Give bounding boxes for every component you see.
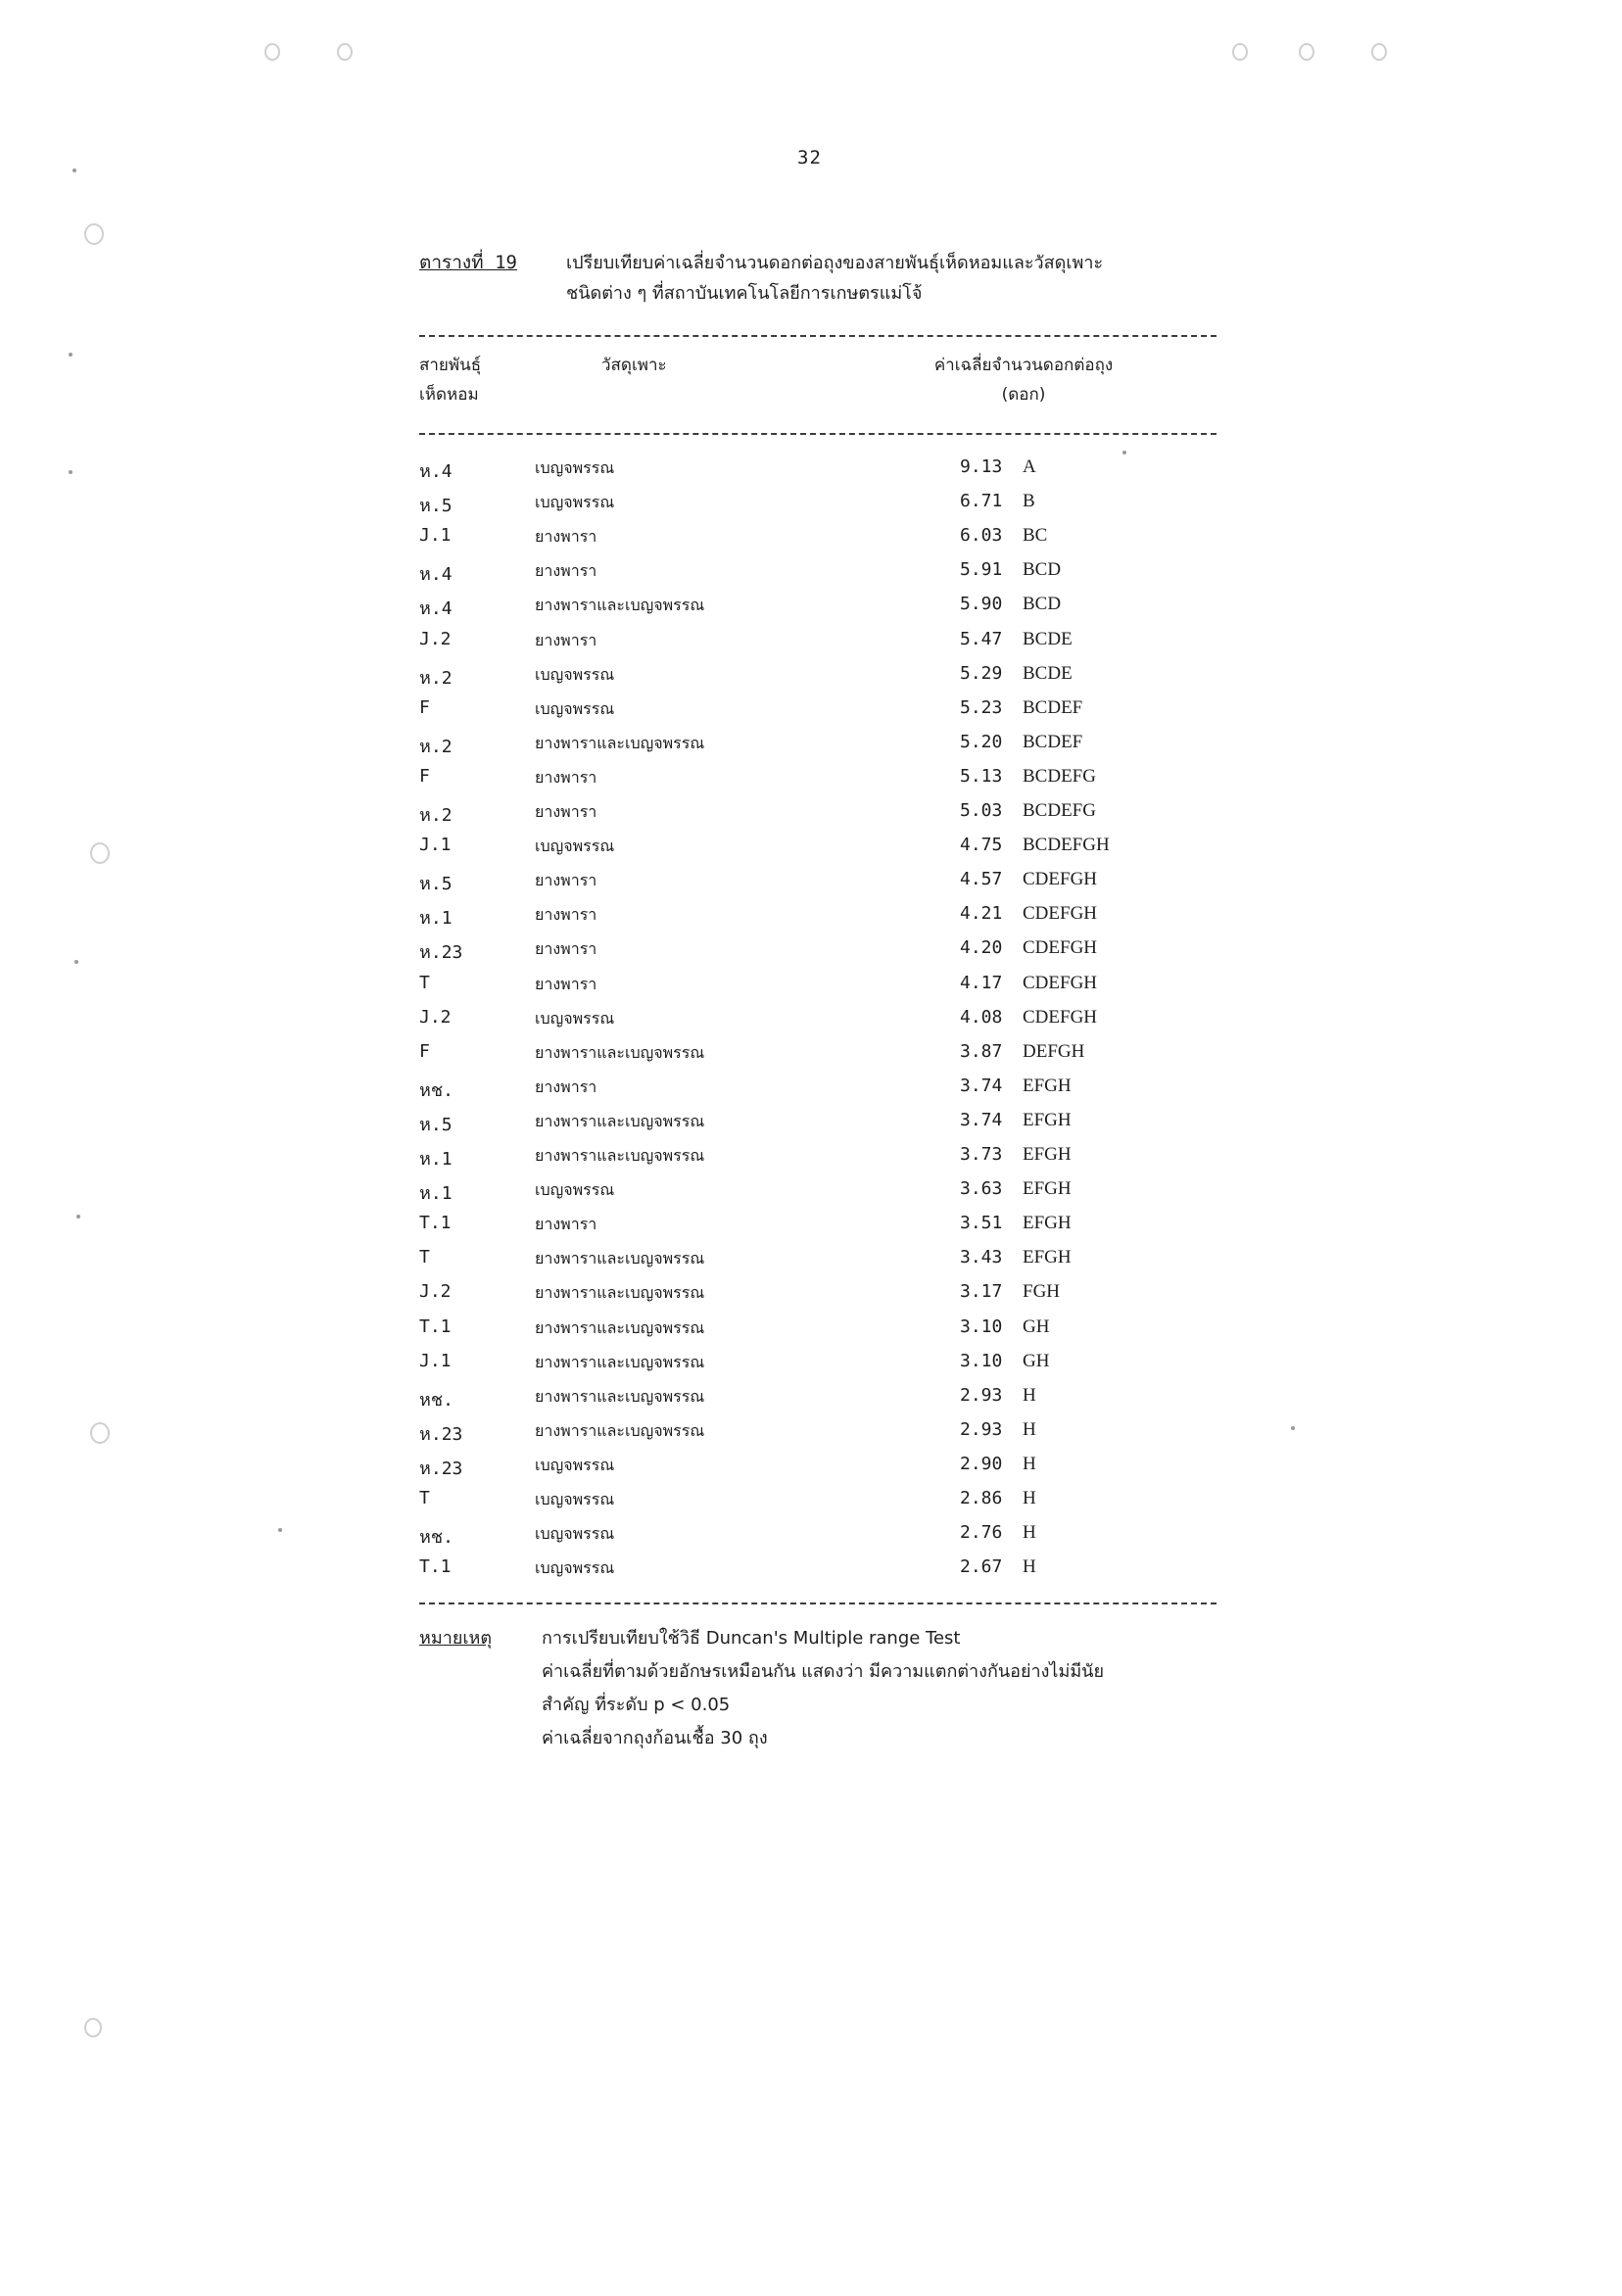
table-row <box>419 732 1216 766</box>
mean-cell: 5.47 <box>960 629 1003 649</box>
strain-cell: J.2 <box>419 629 452 649</box>
strain-cell: ห.1 <box>419 1183 453 1204</box>
scan-speck <box>278 1528 282 1532</box>
strain-cell: หช. <box>419 1390 453 1411</box>
mean-cell: 5.90 <box>960 594 1003 614</box>
material-cell: เบญจพรรณ <box>535 1009 615 1028</box>
strain-cell: ห.1 <box>419 1149 453 1170</box>
mean-cell: 3.73 <box>960 1144 1003 1165</box>
strain-cell: ห.1 <box>419 908 453 929</box>
mean-cell: 4.57 <box>960 869 1003 889</box>
table-row <box>419 1110 1216 1144</box>
group-cell: H <box>1023 1454 1036 1474</box>
table-bottom-rule <box>419 1602 1216 1604</box>
header-bottom-rule <box>419 433 1216 435</box>
strain-cell: J.1 <box>419 1351 452 1371</box>
material-cell: ยางพาราและเบญจพรรณ <box>535 596 705 614</box>
table-row <box>419 1041 1216 1076</box>
strain-cell: ห.2 <box>419 737 453 757</box>
note-line: การเปรียบเทียบใช้วิธี Duncan's Multiple range Test <box>542 1628 961 1649</box>
mean-cell: 5.23 <box>960 697 1003 718</box>
strain-cell: J.2 <box>419 1281 452 1302</box>
mean-cell: 5.03 <box>960 800 1003 821</box>
mean-cell: 6.71 <box>960 491 1003 511</box>
material-cell: เบญจพรรณ <box>535 1180 615 1199</box>
group-cell: H <box>1023 1419 1036 1440</box>
table-row <box>419 559 1216 594</box>
table-row <box>419 1522 1216 1556</box>
strain-cell: ห.4 <box>419 598 453 619</box>
material-cell: ยางพาราและเบญจพรรณ <box>535 1283 705 1302</box>
group-cell: DEFGH <box>1023 1041 1085 1062</box>
mean-cell: 4.20 <box>960 937 1003 958</box>
scan-speck <box>74 960 78 964</box>
material-cell: ยางพารา <box>535 802 597 821</box>
scan-speck <box>72 168 76 172</box>
strain-cell: ห.2 <box>419 668 453 689</box>
group-cell: CDEFGH <box>1023 1007 1098 1028</box>
material-cell: เบญจพรรณ <box>535 699 615 718</box>
table-row <box>419 1213 1216 1247</box>
strain-cell: หช. <box>419 1080 453 1101</box>
table-row <box>419 1556 1216 1591</box>
group-cell: EFGH <box>1023 1110 1072 1130</box>
mean-cell: 4.21 <box>960 903 1003 924</box>
material-cell: เบญจพรรณ <box>535 1490 615 1508</box>
table-row <box>419 525 1216 559</box>
material-cell: ยางพาราและเบญจพรรณ <box>535 1387 705 1406</box>
punch-hole-mark <box>264 43 280 61</box>
material-cell: เบญจพรรณ <box>535 665 615 684</box>
material-cell: ยางพาราและเบญจพรรณ <box>535 1421 705 1440</box>
table-row <box>419 1281 1216 1315</box>
material-cell: ยางพารา <box>535 939 597 958</box>
punch-hole-mark <box>84 223 104 245</box>
punch-hole-mark <box>1232 43 1248 61</box>
mean-cell: 2.93 <box>960 1419 1003 1440</box>
group-cell: BCDE <box>1023 629 1073 649</box>
punch-hole-mark <box>1299 43 1314 61</box>
mean-cell: 3.43 <box>960 1247 1003 1268</box>
table-row <box>419 1419 1216 1454</box>
punch-hole-mark <box>84 2018 102 2037</box>
group-cell: A <box>1023 456 1036 477</box>
table-row <box>419 663 1216 697</box>
material-cell: ยางพารา <box>535 905 597 924</box>
strain-cell: ห.23 <box>419 942 463 963</box>
mean-cell: 5.91 <box>960 559 1003 580</box>
group-cell: EFGH <box>1023 1144 1072 1165</box>
mean-cell: 5.20 <box>960 732 1003 752</box>
group-cell: H <box>1023 1385 1036 1406</box>
group-cell: CDEFGH <box>1023 937 1098 958</box>
table-row <box>419 835 1216 869</box>
table-row <box>419 1351 1216 1385</box>
group-cell: EFGH <box>1023 1213 1072 1233</box>
mean-cell: 2.86 <box>960 1488 1003 1508</box>
strain-cell: ห.5 <box>419 1115 453 1135</box>
table-row <box>419 1488 1216 1522</box>
material-cell: ยางพารา <box>535 561 597 580</box>
table-row <box>419 594 1216 628</box>
group-cell: BCD <box>1023 559 1062 580</box>
header-mean: ค่าเฉลี่ยจำนวนดอกต่อถุง (ดอก) <box>933 356 1114 405</box>
material-cell: ยางพาราและเบญจพรรณ <box>535 1318 705 1337</box>
mean-cell: 5.13 <box>960 766 1003 787</box>
note-line: ค่าเฉลี่ยจากถุงก้อนเชื้อ 30 ถุง <box>542 1728 768 1748</box>
table-row <box>419 800 1216 835</box>
table-caption-text: เปรียบเทียบค่าเฉลี่ยจำนวนดอกต่อถุงของสายพันธุ์เห็ดหอมและวัสดุเพาะ ชนิดต่าง ๆ ที่สถาบันเทคโนโลยีการเกษตรแม่โจ้ <box>566 253 1104 304</box>
table-row <box>419 973 1216 1007</box>
mean-cell: 3.10 <box>960 1351 1003 1371</box>
note-label: หมายเหตุ <box>419 1628 493 1649</box>
material-cell: ยางพารา <box>535 527 597 546</box>
material-cell: ยางพารา <box>535 975 597 993</box>
strain-cell: F <box>419 1041 430 1062</box>
strain-cell: T <box>419 1488 430 1508</box>
strain-cell: T <box>419 973 430 993</box>
mean-cell: 3.51 <box>960 1213 1003 1233</box>
table-row <box>419 697 1216 732</box>
strain-cell: T <box>419 1247 430 1268</box>
mean-cell: 2.67 <box>960 1556 1003 1577</box>
mean-cell: 6.03 <box>960 525 1003 546</box>
group-cell: BCDEFGH <box>1023 835 1110 855</box>
strain-cell: ห.5 <box>419 874 453 894</box>
group-cell: BCDEF <box>1023 732 1083 752</box>
material-cell: ยางพาราและเบญจพรรณ <box>535 1043 705 1062</box>
mean-cell: 3.63 <box>960 1178 1003 1199</box>
material-cell: ยางพาราและเบญจพรรณ <box>535 1353 705 1371</box>
table-row <box>419 1385 1216 1419</box>
material-cell: ยางพาราและเบญจพรรณ <box>535 1112 705 1130</box>
group-cell: BCDEF <box>1023 697 1083 718</box>
scan-speck <box>1291 1426 1295 1430</box>
strain-cell: T.1 <box>419 1213 452 1233</box>
material-cell: ยางพาราและเบญจพรรณ <box>535 1249 705 1268</box>
scan-speck <box>69 470 72 474</box>
group-cell: H <box>1023 1522 1036 1543</box>
strain-cell: F <box>419 697 430 718</box>
group-cell: BC <box>1023 525 1048 546</box>
material-cell: เบญจพรรณ <box>535 1456 615 1474</box>
header-material: วัสดุเพาะ <box>601 356 667 375</box>
group-cell: BCDE <box>1023 663 1073 684</box>
scan-speck <box>69 353 72 357</box>
group-cell: BCD <box>1023 594 1062 614</box>
material-cell: เบญจพรรณ <box>535 1524 615 1543</box>
group-cell: BCDEFG <box>1023 800 1096 821</box>
table-row <box>419 1247 1216 1281</box>
group-cell: CDEFGH <box>1023 903 1098 924</box>
note-line: สำคัญ ที่ระดับ p < 0.05 <box>542 1695 731 1715</box>
strain-cell: หช. <box>419 1527 453 1548</box>
mean-cell: 9.13 <box>960 456 1003 477</box>
punch-hole-mark <box>90 842 110 864</box>
group-cell: H <box>1023 1488 1036 1508</box>
table-row <box>419 1454 1216 1488</box>
mean-cell: 2.93 <box>960 1385 1003 1406</box>
mean-cell: 3.10 <box>960 1316 1003 1337</box>
table-row <box>419 903 1216 937</box>
group-cell: GH <box>1023 1351 1050 1371</box>
material-cell: เบญจพรรณ <box>535 837 615 855</box>
mean-cell: 2.76 <box>960 1522 1003 1543</box>
mean-cell: 2.90 <box>960 1454 1003 1474</box>
strain-cell: ห.5 <box>419 496 453 516</box>
mean-cell: 3.74 <box>960 1110 1003 1130</box>
strain-cell: ห.23 <box>419 1424 463 1445</box>
table-row <box>419 766 1216 800</box>
group-cell: CDEFGH <box>1023 869 1098 889</box>
group-cell: GH <box>1023 1316 1050 1337</box>
material-cell: ยางพาราและเบญจพรรณ <box>535 1146 705 1165</box>
scan-speck <box>1122 451 1126 454</box>
mean-cell: 4.75 <box>960 835 1003 855</box>
mean-cell: 4.08 <box>960 1007 1003 1028</box>
group-cell: EFGH <box>1023 1178 1072 1199</box>
strain-cell: J.2 <box>419 1007 452 1028</box>
table-row <box>419 1144 1216 1178</box>
punch-hole-mark <box>90 1422 110 1444</box>
group-cell: EFGH <box>1023 1076 1072 1096</box>
material-cell: เบญจพรรณ <box>535 1558 615 1577</box>
group-cell: H <box>1023 1556 1036 1577</box>
mean-cell: 5.29 <box>960 663 1003 684</box>
strain-cell: ห.23 <box>419 1459 463 1479</box>
table-row <box>419 1076 1216 1110</box>
material-cell: ยางพารา <box>535 768 597 787</box>
note-line: ค่าเฉลี่ยที่ตามด้วยอักษรเหมือนกัน แสดงว่า มีความแตกต่างกันอย่างไม่มีนัย <box>542 1661 1105 1682</box>
material-cell: ยางพารา <box>535 871 597 889</box>
note-lines <box>542 1622 1247 1755</box>
group-cell: FGH <box>1023 1281 1061 1302</box>
table-row <box>419 491 1216 525</box>
scan-speck <box>76 1215 80 1219</box>
group-cell: B <box>1023 491 1035 511</box>
strain-cell: ห.2 <box>419 805 453 826</box>
group-cell: BCDEFG <box>1023 766 1096 787</box>
table-row <box>419 456 1216 491</box>
table-row <box>419 937 1216 972</box>
table-top-rule <box>419 335 1216 337</box>
strain-cell: T.1 <box>419 1556 452 1577</box>
punch-hole-mark <box>1371 43 1387 61</box>
mean-cell: 3.74 <box>960 1076 1003 1096</box>
strain-cell: T.1 <box>419 1316 452 1337</box>
strain-cell: J.1 <box>419 835 452 855</box>
table-row <box>419 869 1216 903</box>
strain-cell: ห.4 <box>419 564 453 585</box>
table-row <box>419 1178 1216 1213</box>
mean-cell: 4.17 <box>960 973 1003 993</box>
table-row <box>419 1007 1216 1041</box>
strain-cell: ห.4 <box>419 461 453 482</box>
table-caption-label: ตารางที่ 19 <box>419 252 518 273</box>
material-cell: ยางพารา <box>535 631 597 649</box>
strain-cell: J.1 <box>419 525 452 546</box>
group-cell: CDEFGH <box>1023 973 1098 993</box>
header-strain: สายพันธุ์ เห็ดหอม <box>419 356 482 405</box>
group-cell: EFGH <box>1023 1247 1072 1268</box>
material-cell: ยางพาราและเบญจพรรณ <box>535 734 705 752</box>
material-cell: ยางพารา <box>535 1077 597 1096</box>
punch-hole-mark <box>337 43 353 61</box>
table-row <box>419 629 1216 663</box>
material-cell: เบญจพรรณ <box>535 493 615 511</box>
mean-cell: 3.17 <box>960 1281 1003 1302</box>
material-cell: เบญจพรรณ <box>535 458 615 477</box>
page-number: 32 <box>797 147 822 168</box>
mean-cell: 3.87 <box>960 1041 1003 1062</box>
material-cell: ยางพารา <box>535 1215 597 1233</box>
table-row <box>419 1316 1216 1351</box>
strain-cell: F <box>419 766 430 787</box>
